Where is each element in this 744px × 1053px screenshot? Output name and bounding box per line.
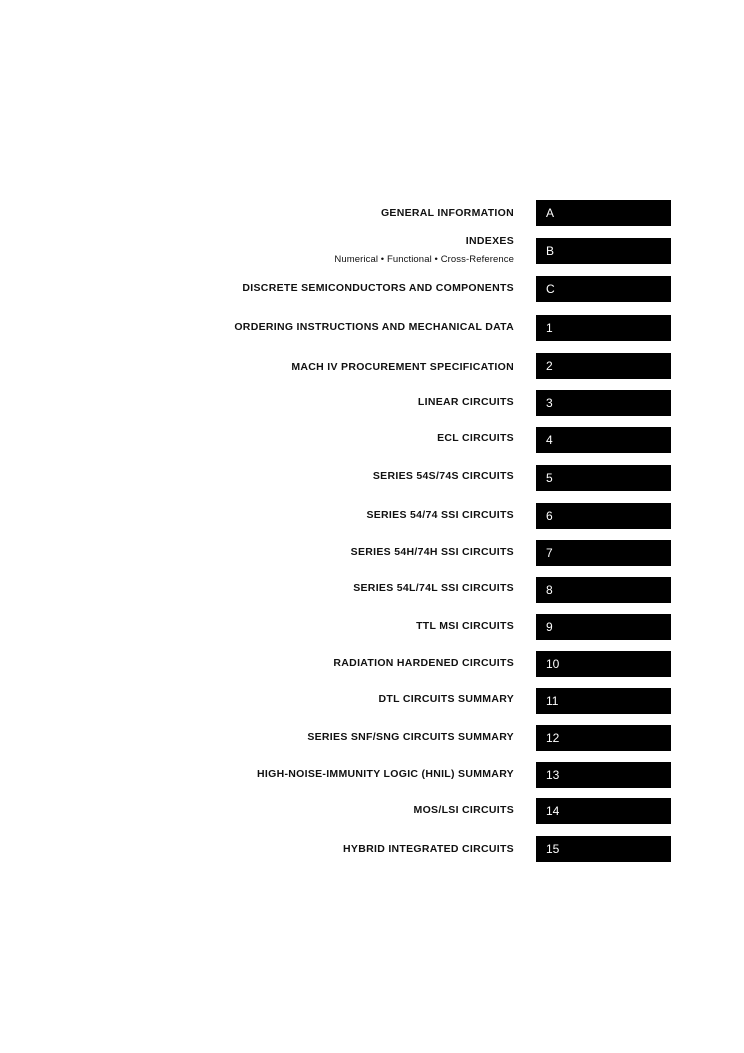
section-tab[interactable]: B [536,238,671,264]
section-title: DTL CIRCUITS SUMMARY [378,693,514,705]
section-tab[interactable]: 11 [536,688,671,714]
section-tab[interactable]: 4 [536,427,671,453]
section-tab[interactable]: 14 [536,798,671,824]
section-title: SERIES 54L/74L SSI CIRCUITS [353,582,514,594]
section-title: DISCRETE SEMICONDUCTORS AND COMPONENTS [242,282,514,294]
section-tab[interactable]: A [536,200,671,226]
section-title: MACH IV PROCUREMENT SPECIFICATION [291,361,514,373]
section-title: SERIES 54/74 SSI CIRCUITS [366,509,514,521]
section-title: HIGH-NOISE-IMMUNITY LOGIC (HNIL) SUMMARY [257,768,514,780]
section-tab[interactable]: 3 [536,390,671,416]
section-title: TTL MSI CIRCUITS [416,620,514,632]
section-tab[interactable]: 1 [536,315,671,341]
section-tab[interactable]: 10 [536,651,671,677]
section-title: SERIES SNF/SNG CIRCUITS SUMMARY [307,731,514,743]
section-title: SERIES 54S/74S CIRCUITS [372,470,514,482]
section-title: ORDERING INSTRUCTIONS AND MECHANICAL DATA [234,321,514,333]
section-tab[interactable]: 5 [536,465,671,491]
section-title: RADIATION HARDENED CIRCUITS [333,657,514,669]
section-tab[interactable]: 6 [536,503,671,529]
section-tab[interactable]: 8 [536,577,671,603]
section-tab[interactable]: 7 [536,540,671,566]
section-title: MOS/LSI CIRCUITS [413,804,514,816]
section-tab[interactable]: C [536,276,671,302]
section-title: HYBRID INTEGRATED CIRCUITS [343,843,514,855]
section-tab[interactable]: 9 [536,614,671,640]
section-tab[interactable]: 13 [536,762,671,788]
section-title: INDEXES [465,235,514,247]
section-title: LINEAR CIRCUITS [417,396,514,408]
section-title: ECL CIRCUITS [437,432,514,444]
section-subtitle: Numerical • Functional • Cross-Reference [334,254,514,265]
section-tab[interactable]: 2 [536,353,671,379]
section-tab[interactable]: 12 [536,725,671,751]
section-title: GENERAL INFORMATION [380,207,514,219]
section-title: SERIES 54H/74H SSI CIRCUITS [350,546,514,558]
section-tab[interactable]: 15 [536,836,671,862]
